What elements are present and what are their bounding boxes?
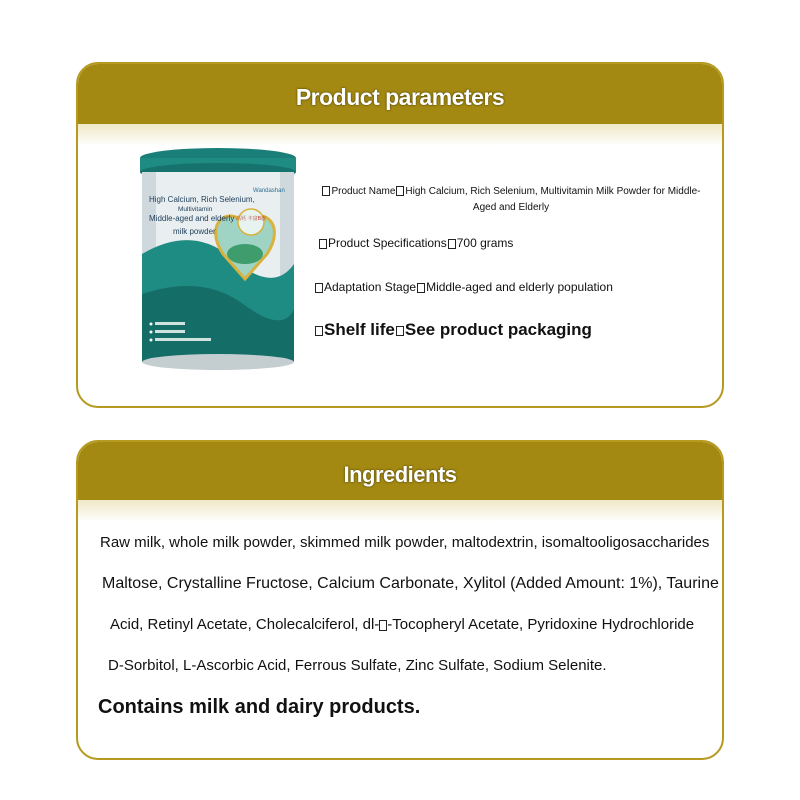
product-parameters-header bbox=[78, 64, 722, 124]
ingredients-line-2: Maltose, Crystalline Fructose, Calcium Carbonate, Xylitol (Added Amount: 1%), Taurine bbox=[102, 575, 719, 592]
can-badge-text: 高钙 丰富B族 bbox=[235, 216, 267, 222]
can-text-line4: milk powder bbox=[173, 227, 216, 236]
adaptation-stage-row bbox=[314, 280, 613, 294]
shelf-label: Shelf life bbox=[324, 320, 395, 339]
allergen-statement: Contains milk and dairy products. bbox=[98, 696, 421, 718]
can-text-line3: Middle-aged and elderly bbox=[149, 214, 235, 223]
product-name-label: Product Name bbox=[331, 186, 396, 197]
ingredients-line-1: Raw milk, whole milk powder, skimmed milk powder, maltodextrin, isomaltooligosaccharides bbox=[100, 534, 710, 551]
ingredients-title: Ingredients bbox=[343, 462, 457, 487]
can-text-line1: High Calcium, Rich Selenium, bbox=[149, 195, 255, 204]
stage-label: Adaptation Stage bbox=[324, 280, 417, 294]
spec-label: Product Specifications bbox=[328, 236, 447, 250]
ingredients-line-3b: -Tocopheryl Acetate, Pyridoxine Hydrochloride bbox=[387, 616, 695, 633]
can-text-line2: Multivitamin bbox=[178, 206, 213, 213]
product-specifications-row bbox=[318, 236, 513, 250]
shelf-value: See product packaging bbox=[404, 320, 592, 339]
ingredients-line-3a: Acid, Retinyl Acetate, Cholecalciferol, dl- bbox=[110, 616, 380, 633]
stage-value: Middle-aged and elderly population bbox=[426, 280, 613, 294]
shelf-life-row bbox=[314, 320, 592, 340]
can-brand: Wandashan bbox=[253, 188, 285, 194]
ingredients-line-3 bbox=[110, 616, 694, 633]
spec-value: 700 grams bbox=[456, 236, 514, 250]
product-name-value: High Calcium, Rich Selenium, Multivitamin Milk Powder for Middle-Aged and Elderly bbox=[405, 186, 701, 213]
product-parameters-title: Product parameters bbox=[295, 84, 505, 110]
product-can-image bbox=[133, 144, 303, 374]
ingredients-card bbox=[76, 440, 724, 760]
ingredients-header bbox=[78, 442, 722, 500]
product-name-row bbox=[321, 184, 701, 216]
ingredients-line-4: D-Sorbitol, L-Ascorbic Acid, Ferrous Sulfate, Zinc Sulfate, Sodium Selenite. bbox=[108, 657, 607, 674]
product-parameters-card bbox=[76, 62, 724, 408]
